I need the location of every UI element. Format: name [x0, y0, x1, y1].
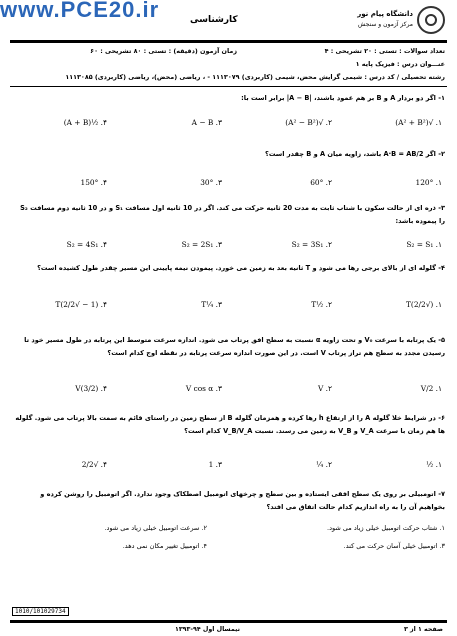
option[interactable]: ۱. ½ — [426, 460, 442, 469]
option[interactable]: ۱. √(A² + B²) — [395, 118, 442, 127]
center-name: مرکز آزمون و سنجش — [358, 21, 413, 28]
option[interactable]: ۳. 30° — [200, 178, 222, 187]
question-1: ۱- اگر دو بردار A و B بر هم عمود باشند، |A − B| برابر است با: — [241, 94, 445, 102]
question-4: ۴- گلوله ای از بالای برجی رها می شود و T ثانیه بعد به زمین می خورد. پیمودن نیمه پایینی این مسیر چقدر طول کشیده است؟ — [37, 264, 445, 272]
option[interactable]: ۲. ¼ — [316, 460, 332, 469]
exam-code: 1010/101029734 — [12, 607, 69, 616]
option[interactable]: ۲. V — [317, 384, 332, 393]
option[interactable]: ۴. ½(A + B) — [63, 118, 107, 127]
footer-divider — [10, 620, 447, 623]
option[interactable]: ۲. سرعت اتومبیل خیلی زیاد می شود. — [104, 524, 207, 532]
option[interactable]: ۳. 1 — [208, 460, 222, 469]
course-title: عنـــوان درس : فیزیک پایه ۱ — [355, 60, 445, 68]
option[interactable]: ۳. اتومبیل خیلی آسان حرکت می کند. — [343, 542, 445, 550]
question-5: ۵- یک پرتابه با سرعت V₀ و تحت زاویه α نسبت به سطح افق پرتاب می شود. اندازه سرعت متوسط این پرتابه در طول مسیر خود تا رسیدن مجدد به سطح هم تراز پرتاب V است. در این صورت اندازه سرعت پرتابه در نقطه اوج کدام است؟ — [24, 336, 445, 357]
question-3: ۳- ذره ای از حالت سکون با شتاب ثابت به مدت 20 ثانیه حرکت می کند. اگر در 10 ثانیه اول مسافت S₁ و در 10 ثانیه دوم مسافت S₂ را پیموده باشد: — [20, 204, 445, 225]
exam-duration: زمان آزمون (دقیقه) : تستی : ۸۰ تشریحی : ۶۰ — [90, 47, 237, 55]
header — [0, 0, 457, 44]
questions-count: تعداد سوالات : تستی : ۲۰ تشریحی : ۴ — [324, 47, 445, 55]
option[interactable]: ۳. ¼T — [201, 300, 222, 309]
option[interactable]: ۴. 150° — [80, 178, 107, 187]
option[interactable]: ۴. S₂ = 4S₁ — [66, 240, 107, 249]
term: نیمسال اول ۹۴-۱۳۹۳ — [175, 626, 240, 633]
header-divider — [10, 40, 447, 43]
option[interactable]: ۲. 60° — [310, 178, 332, 187]
option[interactable]: ۱. V/2 — [420, 384, 442, 393]
page-number: صفحه ۱ از ۳ — [403, 626, 443, 633]
question-7: ۷- اتومبیلی بر روی یک سطح افقی ایستاده و بین سطح و چرخهای اتومبیل اصطکاک وجود ندارد. اگر اتومبیل را روشن کرده و بخواهیم آن را به راه اندازیم کدام حالت اتفاق می افتد؟ — [40, 490, 445, 511]
option[interactable]: ۲. √(A² − B²) — [285, 118, 332, 127]
university-logo-icon — [417, 6, 445, 34]
option[interactable]: ۱. S₂ = S₁ — [406, 240, 442, 249]
option[interactable]: ۴. اتومبیل تغییر مکان نمی دهد. — [122, 542, 207, 550]
info-divider — [10, 86, 447, 87]
option[interactable]: ۴. (3/2)V — [75, 384, 107, 393]
university-name: دانشگاه پیام نور — [357, 10, 413, 18]
option[interactable]: ۳. A − B — [191, 118, 222, 127]
option[interactable]: ۱. 120° — [415, 178, 442, 187]
question-6: ۶- در شرایط خلا گلوله A را از ارتفاع h رها کرده و همزمان گلوله B از سطح زمین در راستای قائم به سمت بالا پرتاب می شود. گلوله ها هم زمان با سرعت V_A و V_B به زمین می رسند. نسبت V_B/V_A کدام است؟ — [15, 414, 445, 435]
watermark: www.PCE20.ir — [0, 0, 160, 22]
degree-level: کارشناسی — [190, 15, 238, 25]
option[interactable]: ۲. S₂ = 3S₁ — [291, 240, 332, 249]
option[interactable]: ۱. (√2/2)T — [405, 300, 442, 309]
option[interactable]: ۳. V cos α — [185, 384, 222, 393]
option[interactable]: ۱. شتاب حرکت اتومبیل خیلی زیاد می شود. — [327, 524, 445, 532]
field-code: رشته تحصیلی / کد درس : شیمی گرایش محض، شیمی (کاربردی) ۱۱۱۳۰۷۹ - ، ریاضی (محض)، ریاضی (کاربردی) ۱۱۱۳۰۸۵ — [65, 73, 445, 81]
option[interactable]: ۴. (1 − √2/2)T — [55, 300, 107, 309]
option[interactable]: ۳. S₂ = 2S₁ — [181, 240, 222, 249]
option[interactable]: ۲. ½T — [311, 300, 332, 309]
question-2: ۲- اگر A·B = AB/2 باشد، زاویه میان A و B چقدر است؟ — [265, 150, 445, 158]
option[interactable]: ۴. √2/2 — [81, 460, 107, 469]
